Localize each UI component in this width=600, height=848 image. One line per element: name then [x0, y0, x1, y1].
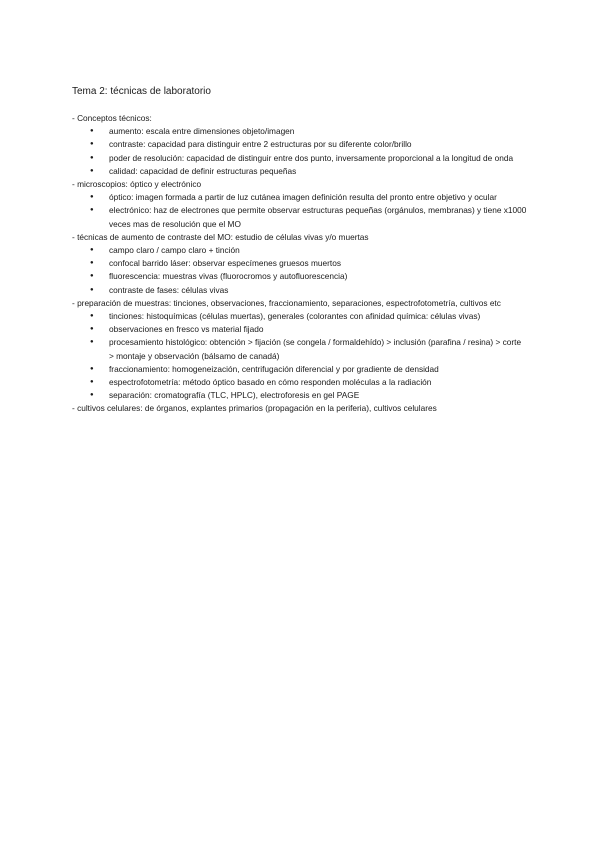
bullet-list: [72, 125, 528, 178]
section-preparacion-muestras: [72, 297, 528, 403]
list-item: ● separación: cromatografía (TLC, HPLC), electroforesis en gel PAGE: [109, 389, 528, 402]
section-heading: - microscopios: óptico y electrónico: [72, 179, 202, 190]
list-item: ● poder de resolución: capacidad de distinguir entre dos punto, inversamente proporcional a la longitud de onda: [109, 152, 528, 165]
bullet-list: [72, 310, 528, 402]
list-item: ● contraste: capacidad para distinguir entre 2 estructuras por su diferente color/brillo: [109, 138, 528, 151]
section-heading: - preparación de muestras: tinciones, observaciones, fraccionamiento, separaciones, espectrofotometría, cultivos etc: [72, 297, 501, 308]
document-title: Tema 2: técnicas de laboratorio: [72, 86, 211, 97]
bullet-list: [72, 191, 528, 231]
document-body: [72, 112, 528, 416]
section-cultivos-celulares: [72, 402, 528, 415]
list-item: ● contraste de fases: células vivas: [109, 284, 528, 297]
list-item: ● campo claro / campo claro + tinción: [109, 244, 528, 257]
list-item: ● fraccionamiento: homogeneización, centrifugación diferencial y por gradiente de densidad: [109, 363, 528, 376]
bullet-list: [72, 244, 528, 297]
section-heading: - técnicas de aumento de contraste del MO: estudio de células vivas y/o muertas: [72, 231, 369, 242]
list-item: ● observaciones en fresco vs material fijado: [109, 323, 528, 336]
list-item: ● procesamiento histológico: obtención > fijación (se congela / formaldehído) > inclusión (parafina / resina) > corte > montaje y observación (bálsamo de canadá): [109, 336, 528, 362]
list-item: ● fluorescencia: muestras vivas (fluorocromos y autofluorescencia): [109, 270, 528, 283]
list-item: ● confocal barrido láser: observar especímenes gruesos muertos: [109, 257, 528, 270]
section-microscopios: [72, 178, 528, 231]
list-item: ● calidad: capacidad de definir estructuras pequeñas: [109, 165, 528, 178]
list-item: ● aumento: escala entre dimensiones objeto/imagen: [109, 125, 528, 138]
list-item: ● electrónico: haz de electrones que permite observar estructuras pequeñas (orgánulos, membranas) y tiene x1000 veces mas de resolución que el MO: [109, 204, 528, 230]
section-heading: - cultivos celulares: de órganos, explantes primarios (propagación en la periferia), cultivos celulares: [72, 403, 437, 414]
list-item: ● tinciones: histoquímicas (células muertas), generales (colorantes con afinidad química: células vivas): [109, 310, 528, 323]
list-item: ● óptico: imagen formada a partir de luz cutánea imagen definición resulta del pronto entre objetivo y ocular: [109, 191, 528, 204]
section-conceptos-tecnicos: [72, 112, 528, 178]
section-tecnicas-contraste: [72, 231, 528, 297]
section-heading: - Conceptos técnicos:: [72, 113, 152, 123]
list-item: ● espectrofotometría: método óptico basado en cómo responden moléculas a la radiación: [109, 376, 528, 389]
